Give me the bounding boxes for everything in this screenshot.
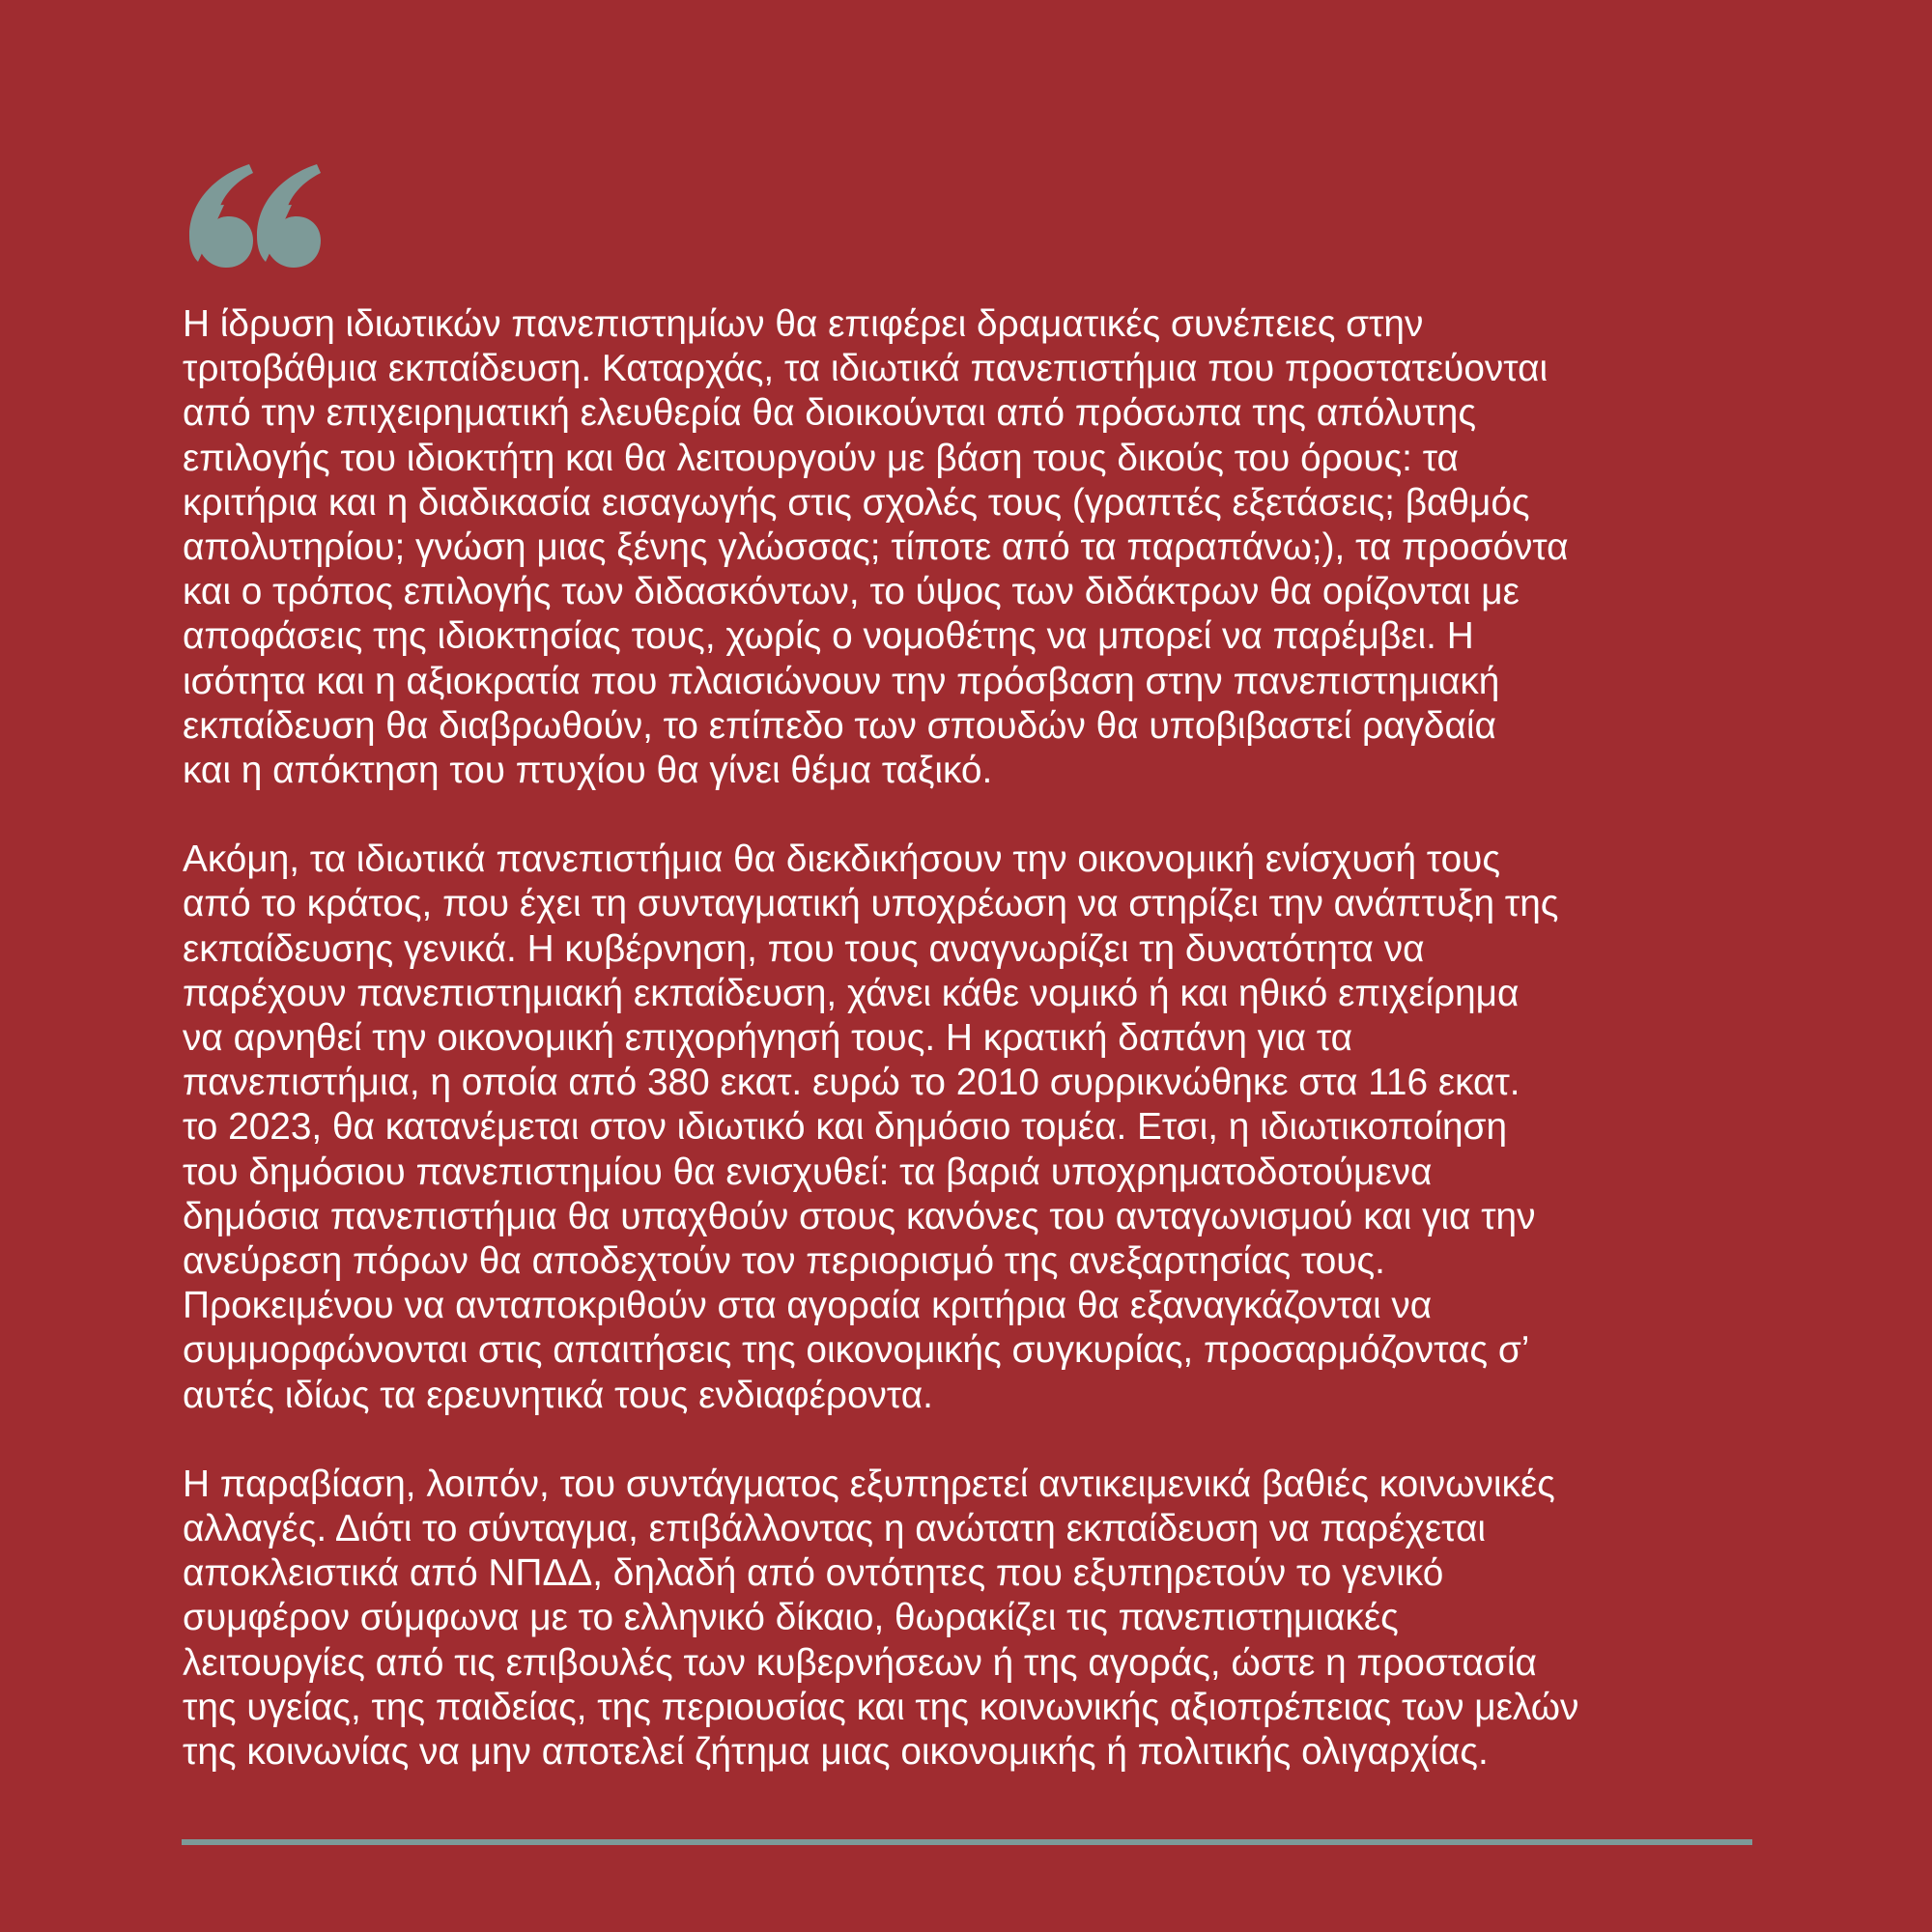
text-line: της κοινωνίας να μην αποτελεί ζήτημα μιας οικονομικής ή πολιτικής ολιγαρχίας. — [183, 1731, 1489, 1774]
text-line: πανεπιστήμια, η οποία από 380 εκατ. ευρώ το 2010 συρρικνώθηκε στα 116 εκατ. — [183, 1062, 1520, 1104]
text-line: λειτουργίες από τις επιβουλές των κυβερνήσεων ή της αγοράς, ώστε η προστασία — [183, 1641, 1537, 1684]
text-line: να αρνηθεί την οικονομική επιχορήγησή τους. Η κρατική δαπάνη για τα — [183, 1017, 1353, 1060]
text-line: το 2023, θα κατανέμεται στον ιδιωτικό και δημόσιο τομέα. Ετσι, η ιδιωτικοποίηση — [183, 1106, 1508, 1149]
open-quote-icon — [189, 162, 354, 270]
text-line: του δημόσιου πανεπιστημίου θα ενισχυθεί: τα βαριά υποχρηματοδοτούμενα — [183, 1151, 1433, 1193]
paragraph-2 — [183, 838, 1758, 1418]
text-line: και ο τρόπος επιλογής των διδασκόντων, το ύψος των διδάκτρων θα ορίζονται με — [183, 571, 1520, 613]
text-line: δημόσια πανεπιστήμια θα υπαχθούν στους κανόνες του ανταγωνισμού και για την — [183, 1195, 1536, 1237]
text-line: Ακόμη, τα ιδιωτικά πανεπιστήμια θα διεκδικήσουν την οικονομική ενίσχυσή τους — [183, 838, 1501, 881]
text-line: αλλαγές. Διότι το σύνταγμα, επιβάλλοντας η ανώτατη εκπαίδευση να παρέχεται — [183, 1508, 1486, 1550]
text-line: ισότητα και η αξιοκρατία που πλαισιώνουν την πρόσβαση στην πανεπιστημιακή — [183, 660, 1500, 702]
paragraph-1 — [183, 302, 1758, 793]
text-line: και η απόκτηση του πτυχίου θα γίνει θέμα ταξικό. — [183, 750, 993, 792]
text-line: κριτήρια και η διαδικασία εισαγωγής στις σχολές τους (γραπτές εξετάσεις; βαθμός — [183, 481, 1530, 524]
text-line: αποφάσεις της ιδιοκτησίας τους, χωρίς ο νομοθέτης να μπορεί να παρέμβει. Η — [183, 615, 1474, 658]
text-line: Προκειμένου να ανταποκριθούν στα αγοραία κριτήρια θα εξαναγκάζονται να — [183, 1285, 1433, 1327]
text-line: από το κράτος, που έχει τη συνταγματική υποχρέωση να στηρίζει την ανάπτυξη της — [183, 883, 1559, 925]
text-line: αυτές ιδίως τα ερευνητικά τους ενδιαφέροντα. — [183, 1374, 933, 1416]
text-line: εκπαίδευση θα διαβρωθούν, το επίπεδο των σπουδών θα υποβιβαστεί ραγδαία — [183, 704, 1496, 747]
article-text — [183, 302, 1758, 1819]
divider-line — [182, 1839, 1752, 1845]
text-line: εκπαίδευσης γενικά. Η κυβέρνηση, που τους αναγνωρίζει τη δυνατότητα να — [183, 927, 1425, 970]
paragraph-3 — [183, 1463, 1758, 1775]
text-line: συμφέρον σύμφωνα με το ελληνικό δίκαιο, θωρακίζει τις πανεπιστημιακές — [183, 1597, 1399, 1639]
text-line: παρέχουν πανεπιστημιακή εκπαίδευση, χάνει κάθε νομικό ή και ηθικό επιχείρημα — [183, 972, 1520, 1014]
text-line: τριτοβάθμια εκπαίδευση. Καταρχάς, τα ιδιωτικά πανεπιστήμια που προστατεύονται — [183, 348, 1548, 390]
text-line: απολυτηρίου; γνώση μιας ξένης γλώσσας; τίποτε από τα παραπάνω;), τα προσόντα — [183, 526, 1569, 569]
text-line: Η παραβίαση, λοιπόν, του συντάγματος εξυπηρετεί αντικειμενικά βαθιές κοινωνικές — [183, 1463, 1555, 1505]
text-line: ανεύρεση πόρων θα αποδεχτούν τον περιορισμό της ανεξαρτησίας τους. — [183, 1240, 1385, 1283]
text-line: από την επιχειρηματική ελευθερία θα διοικούνται από πρόσωπα της απόλυτης — [183, 392, 1477, 435]
text-line: Η ίδρυση ιδιωτικών πανεπιστημίων θα επιφέρει δραματικές συνέπειες στην — [183, 303, 1424, 345]
text-line: αποκλειστικά από ΝΠΔΔ, δηλαδή από οντότητες που εξυπηρετούν το γενικό — [183, 1552, 1444, 1595]
text-line: συμμορφώνονται στις απαιτήσεις της οικονομικής συγκυρίας, προσαρμόζοντας σ’ — [183, 1329, 1530, 1372]
text-line: επιλογής του ιδιοκτήτη και θα λειτουργούν με βάση τους δικούς του όρους: τα — [183, 437, 1459, 479]
text-line: της υγείας, της παιδείας, της περιουσίας και της κοινωνικής αξιοπρέπειας των μελών — [183, 1686, 1579, 1728]
